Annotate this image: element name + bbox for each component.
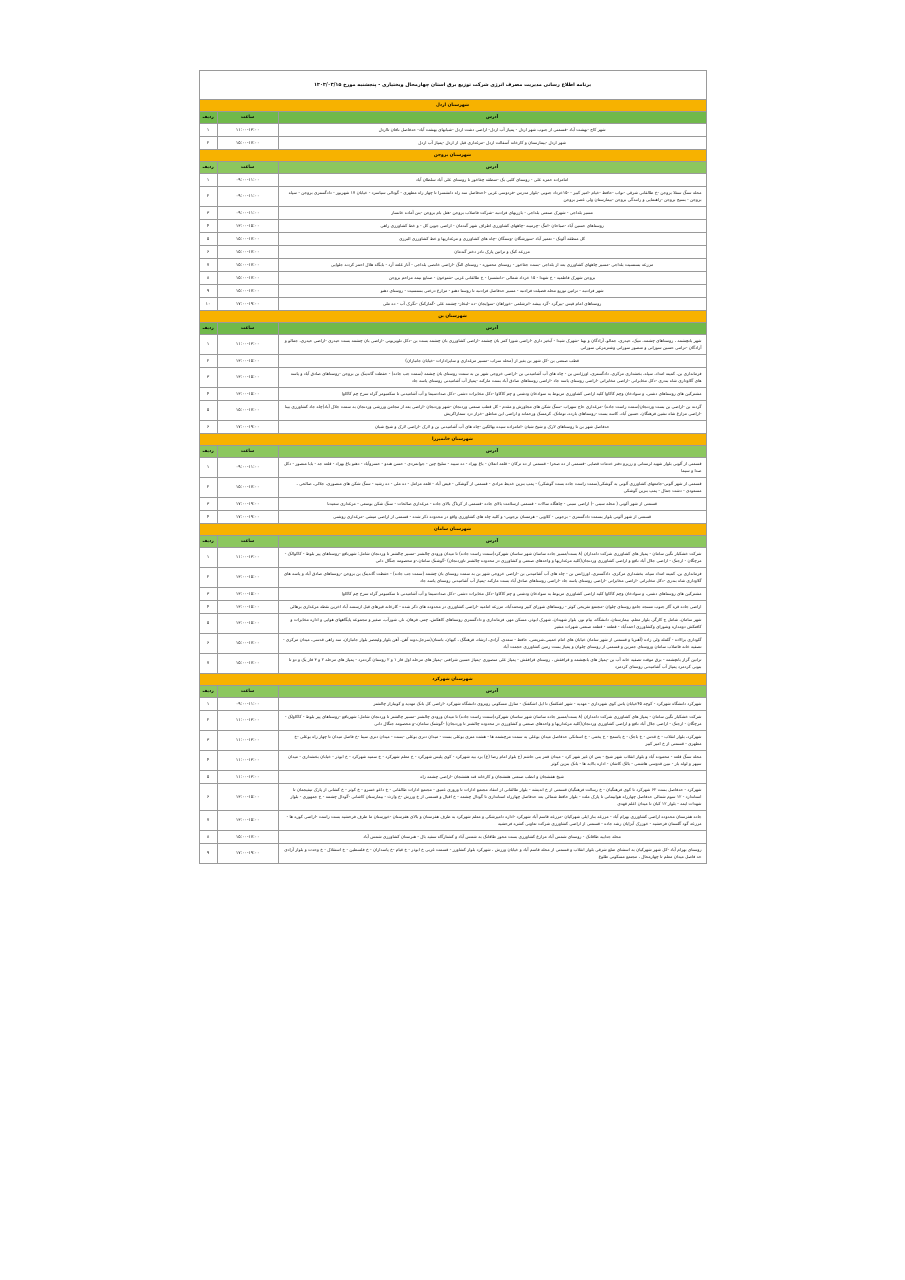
outage-time-cell: ۱۵:۰۰-۱۷:۰۰: [217, 634, 278, 654]
row-number-cell: ۹: [199, 285, 217, 298]
outage-time-cell: ۱۵:۰۰-۱۷:۰۰: [217, 285, 278, 298]
row-number-cell: ۸: [199, 831, 217, 844]
column-header-address: آدرس: [278, 112, 706, 124]
column-header-address: آدرس: [278, 536, 706, 548]
outage-address-cell: فرمانداری بن، کمیته امداد، سپاه، بخشداری مرکزی، دادگستری، اورژانس بن - چاه های آب آشامیدنی بن -اراضی خروجی شهر بن به سمت روستای بان چشمه (سمت جب جاده) - حفظت گاندینک بن بروجن -روستاهای صادق آباد و یاسه های گلاوداری شاه بندری -دکل مخابراتی -اراضی مخابراتی -اراضی روستای یاسه جاد -اراضی روستاهای صادق آباد بست مارکنه -پمپاژ آب آشامیدنی روستای یاسه جاد: [278, 368, 706, 388]
outage-time-cell: ۱۱:۰۰-۱۳:۰۰: [217, 548, 278, 568]
table-row: [199, 335, 706, 355]
outage-address-cell: قطب صنعتی بن -کل شهر بن بغیر از (محله سراب -مسیر مرغداری و سایرادارات -خیابان جانباران): [278, 355, 706, 368]
row-number-cell: ۶: [199, 634, 217, 654]
outage-time-cell: ۱۱:۰۰-۱۳:۰۰: [217, 335, 278, 355]
column-header-address: آدرس: [278, 323, 706, 335]
table-row: [199, 401, 706, 421]
county-header-band: شهرستان سامان: [199, 524, 706, 536]
table-row: [199, 634, 706, 654]
outage-time-cell: ۱۳:۰۰-۱۵:۰۰: [217, 614, 278, 634]
column-header-address: آدرس: [278, 686, 706, 698]
row-number-cell: ۷: [199, 259, 217, 272]
table-row: [199, 272, 706, 285]
county-header-band: شهرستان شهرکرد: [199, 674, 706, 686]
outage-time-cell: ۱۳:۰۰-۱۵:۰۰: [217, 601, 278, 614]
outage-time-cell: ۱۷:۰۰-۱۹:۰۰: [217, 298, 278, 311]
row-number-cell: ۲: [199, 137, 217, 150]
row-number-cell: ۱: [199, 698, 217, 711]
table-row: [199, 368, 706, 388]
table-row: [199, 601, 706, 614]
row-number-cell: ۲: [199, 355, 217, 368]
outage-address-cell: حدفاصل شهر بن تا روستاهای لارک و شیخ شبان -امامزاده سیده بهالکین -چاه های آب آشامیدنی بن و لارک -اراضی لارک و شیخ شبان: [278, 421, 706, 434]
column-header-rownum: ردیف: [199, 446, 217, 458]
outage-address-cell: بروجن شهرک فاطمیه - خ شهدا - ۱۵ خرداد شمالی -دانشسرا - خ طالقانی غربی -شتوخون - صنایع نیمه مزاحم بروجن: [278, 272, 706, 285]
table-row: [199, 187, 706, 207]
table-row: [199, 568, 706, 588]
table-row: [199, 844, 706, 864]
outage-time-cell: ۱۵:۰۰-۱۷:۰۰: [217, 137, 278, 150]
column-header-rownum: ردیف: [199, 686, 217, 698]
outage-address-cell: قسمتی از شهر آلونی بلوار بسمت دادگستری - برجوبی - کلاویی - هرمسان برجوبی- و کلیه چاه های کشاورزی واقع در محدوده ذکر شده - قسمتی از اراضی میشی -مرغداری روشنی: [278, 511, 706, 524]
outage-time-cell: ۱۳:۰۰-۱۵:۰۰: [217, 355, 278, 368]
outage-time-cell: ۱۳:۰۰-۱۵:۰۰: [217, 388, 278, 401]
row-number-cell: ۹: [199, 844, 217, 864]
table-row: [199, 298, 706, 311]
row-number-cell: ۵: [199, 233, 217, 246]
outage-address-cell: قسمتی از شهر آلونی ( محله سبنی -) اراضی سبنی - چاهگاه سالات - قسمتی ازسلامت بالای جاده -قسمتی از کرناگ بالای جاده - مرغداری صالحات - سنگ شکن بوسعی - مرغداری سعیدنا: [278, 498, 706, 511]
table-row: [199, 731, 706, 751]
row-number-cell: ۱: [199, 174, 217, 187]
outage-address-cell: روستای بهرام آباد -کل شهر شهرکیان به استثنای ضلع شرقی بلوار انقلاب و قسمتی از محله قاسم آباد و خیابان ورزش ، شهرکرد بلوار کشاورز - قسمت غربی خ ابوذر - خ قیام -خ پاسداران - خ فلسطین - خ استقلال - خ وحدت و بلوار آزادی حد فاصل میدان معلم تا چهارمحال ، مجتمع مسکونی طلوع: [278, 844, 706, 864]
outage-address-cell: شهر بانچشمه ، روستاهای چشمه، نتیک، حیدری، جمالو، آزادگان و بهنا -شهرک شیدا - آبخیز داری -اراضی شورا کمر بان چشمه -اراضی کشاورزی بان چشمه بست بن -دکل تلویزیونی -اراضی بان چشمه بست حیدری -اراضی حیدری، جمالو و آزادگان -تراتنی حسین سورانی و منصور سورانی وشترمرغی سورانی: [278, 335, 706, 355]
outage-time-cell: ۱۷:۰۰-۱۹:۰۰: [217, 511, 278, 524]
table-row: [199, 698, 706, 711]
table-row: [199, 478, 706, 498]
row-number-cell: ۴: [199, 388, 217, 401]
table-row: [199, 588, 706, 601]
row-number-cell: ۶: [199, 784, 217, 811]
column-header-time: ساعت: [217, 446, 278, 458]
table-row: [199, 831, 706, 844]
row-number-cell: ۳: [199, 731, 217, 751]
row-number-cell: ۵: [199, 614, 217, 634]
table-row: [199, 259, 706, 272]
outage-address-cell: مسیر بلداجی - شهرک صنعتی بلداجی - بازریهای فرادنبه -شرکت فاضلاب بروجن -هتل بام بروجن -بتن آماده خانسار: [278, 207, 706, 220]
outage-address-cell: شهر اردل -بیمارستان و کارخانه آسفالت اردل -مرغداری قبل از اردل -پمپاژ آب اردل: [278, 137, 706, 150]
row-number-cell: ۳: [199, 498, 217, 511]
row-number-cell: ۴: [199, 220, 217, 233]
row-number-cell: ۱: [199, 458, 217, 478]
outage-address-cell: اراضی جاده قره گاز جنوب مسجد جامع روستای چلوان -مجتمع تفریحی کوثر - روستاهای شورای کبیر ومحمدآباد، مزرعه امامیه -اراضی کشاورزی در محدوده های ذکر شده - کارخانه قیرهای قبل ازسمند آباد اخرین نقطه مرغداری برهالی: [278, 601, 706, 614]
row-number-cell: ۵: [199, 401, 217, 421]
column-header-address: آدرس: [278, 162, 706, 174]
row-number-cell: ۶: [199, 246, 217, 259]
row-number-cell: ۱: [199, 124, 217, 137]
outage-address-cell: روستاهای امام قیس -بیرگرد -گرد بیشه -اترشلمی -خوراهان -سوایجان -ده -لبخاز- چشمه علی -گمارکنک -نگرک آب - ده ملی: [278, 298, 706, 311]
column-header-time: ساعت: [217, 323, 278, 335]
row-number-cell: ۳: [199, 368, 217, 388]
outage-address-cell: شهرکرد - حدفاصل بست ۶۲ شهرکرد تا کوی فرهنگیان - خ رسالت فرهنگیان قسمتی از خ اندیشه - بلوار طالقانی از انتقاد مجتمع ادارات تا وروزی عمیق - مجتمع ادارات طالقانی - خ داعو خسرو - خ کوثر - خ کشانی از پارک تیفیجمان تا استاندارد - ۱۲ سوم شمالی حدفاصل چهارراه هوابیمانی تا پارک ملت - بلوار حافظ شمالی بعد حدفاصل چهارراه استانداری تا گودال چشمه - خ اقبال و قسمتی از خ ورزش -خ وارث - بیمارستان کاشانی -گودال چشمه - خ جمهوری - بلوار شهدات ایمه - بلوار ۱۲ کبان تا میدان اعلم قهدی: [278, 784, 706, 811]
outage-time-cell: ۱۳:۰۰-۱۵:۰۰: [217, 588, 278, 601]
outage-time-cell: ۱۵:۰۰-۱۷:۰۰: [217, 654, 278, 674]
outage-address-cell: مزرعه کبک و تراتین پارک نادر دختر گندمان: [278, 246, 706, 259]
row-number-cell: ۲: [199, 568, 217, 588]
outage-address-cell: شرکت خشکبار نگین سامان - پمپاژ های کشاورزی شرکت دامداران (۸ بست/مسیر جاده ساسان شهر ساسان شهرکرد(سمت راست جاده) تا میدان ورودی چالشتر -مسیر چالشتر تا وردنجان شامل: شهرنافع -روستاهای پیر بلوط - کاکاولک - مرچگان - ارجنک - اراضی جلال آباد نافع و اراضی کشاورزی وردنجان(کلیه مرغداریها و واحدهای صنعتی و کشاورزی در محدوده چالشتر تا وردنجان) -گوشنک سامان،-و محصومه جنگال دانی: [278, 711, 706, 731]
table-row: [199, 811, 706, 831]
column-header-rownum: ردیف: [199, 162, 217, 174]
document-title: برنامه اطلاع رسانی مدیریت مصرف انرژی شرکت توزیع برق استان چهارمحال وبختیاری - پنجشنبه مورخ ۱۴۰۴/۰۳/۱۵: [199, 71, 706, 100]
table-row: [199, 711, 706, 731]
outage-time-cell: ۱۷:۰۰-۱۹:۰۰: [217, 498, 278, 511]
outage-time-cell: ۱۵:۰۰-۱۷:۰۰: [217, 831, 278, 844]
table-row: [199, 614, 706, 634]
outage-address-cell: مشترکین های روستاهای دشتی، و سوادخان وچم کاکاوا کلیه اراضی کشاورزی مربوط به سوادخان ودشتی و چم کاکاوا -دکل مخابرات دشتی -دکل صدادسیما و آب آشامیدنی تا سکمبومر گراه سرخ چم کاکاوا: [278, 588, 706, 601]
outage-address-cell: شهر سامان، شامل ج کارگر، بلوار معلم، بیمارستان، دانشگاه، بیام نور، بلوار شهیدان، شهرک ابوذر، مسکن مهر، فرمانداری و دادگستری روستاهای کاهکش، چمر، فرهان، نار، شورآب، صغیر و مجموعه پایگاههای هوایی و اداره مخابرات و کافتکش دومداره وشورای وکشاورزی احمدآباد - قطعه - قطعه صنعتی شهرات منفیر: [278, 614, 706, 634]
outage-time-cell: ۱۳:۰۰-۱۵:۰۰: [217, 368, 278, 388]
column-header-rownum: ردیف: [199, 112, 217, 124]
outage-time-cell: ۱۱:۰۰-۱۳:۰۰: [217, 711, 278, 731]
row-number-cell: ۱۰: [199, 298, 217, 311]
outage-time-cell: ۱۵:۰۰-۱۷:۰۰: [217, 272, 278, 285]
outage-address-cell: مزرعه بستسیت بلداجی -مسیر چاههای کشاورزی بعد از بلداجی -بست جغاخور - روستای محموره - روستای النگ -اراضی خانصی بلداجی - آثار غلعه آرد - بابگاه هلال احمر کردند جلوایی: [278, 259, 706, 272]
row-number-cell: ۴: [199, 511, 217, 524]
outage-time-cell: ۱۳:۰۰-۱۵:۰۰: [217, 220, 278, 233]
row-number-cell: ۱: [199, 548, 217, 568]
outage-address-cell: محله جدابیه طاقانک - روستای شمس آباد مزارع کشاورزی بست محور طاقانک به شمس آباد و کشتارگاه سفید بال - هنرستان کشاورزی شمس آباد: [278, 831, 706, 844]
row-number-cell: ۸: [199, 272, 217, 285]
table-row: [199, 751, 706, 771]
table-row: [199, 458, 706, 478]
county-header-band: شهرستان اردل: [199, 100, 706, 112]
table-row: [199, 137, 706, 150]
outage-time-cell: ۱۱:۰۰-۱۳:۰۰: [217, 124, 278, 137]
row-number-cell: ۵: [199, 771, 217, 784]
outage-address-cell: محله سنگ سفلا بروجن -خ طالقانی شرقی -نواب -حافظ -خیام -امیر کبیر - -۱۵خرداد جنوبی -بلوار مدرس -فردوسی غربی -احدفاصل سه راه دانشسرا تا چهار راه مطهری - گودالی سیاسرد - خیابان ۱۷ شهریور - دادگستری بروجن - سپاه بروجن - بسیج بروجن -راهنمایی و رانندگی بروجن -بیمارستان ولی عصر بروجن: [278, 187, 706, 207]
table-row: [199, 421, 706, 434]
outage-time-cell: ۱۷:۰۰-۱۹:۰۰: [217, 421, 278, 434]
row-number-cell: ۲: [199, 478, 217, 498]
county-header-band: شهرستان خانمیرزا: [199, 434, 706, 446]
row-number-cell: ۶: [199, 421, 217, 434]
outage-schedule-table: [199, 70, 707, 864]
column-header-time: ساعت: [217, 112, 278, 124]
table-row: [199, 285, 706, 298]
row-number-cell: ۷: [199, 654, 217, 674]
outage-address-cell: شرکت خشکبار نگین سامان - پمپاژ های کشاورزی شرکت دامداران (۸ بست/مسیر جاده ساسان شهر ساسان شهرکرد(سمت راست جاده) تا میدان ورودی چالشتر -مسیر چالشتر تا وردنجان شامل: شهرنافع -روستاهای پیر بلوط - کاکوالک - مرچگان - ارجنک - اراضی جلال آباد نافع و اراضی کشاورزی وردنجان(کلیه مرغداریها و واحدهای صنعتی و کشاورزی در محدوده چالشتر تاوردنجان) -گوشنک سامان،-و محصومه جنگال دانی: [278, 548, 706, 568]
row-number-cell: ۴: [199, 601, 217, 614]
outage-address-cell: شهرکرد دانشگاه شهرکرد - کوچه ۴۵خیابان یاس کوی شهرداری - مهدیه - شهر اشکفتک تا ایل اشکفتک - منازل مسکونی روبروی دانشگاه شهرکرد -اراضی کل بانک مهدیه و کویبازار چالشتر: [278, 698, 706, 711]
outage-time-cell: ۱۱:۰۰-۱۳:۰۰: [217, 731, 278, 751]
table-row: [199, 654, 706, 674]
row-number-cell: ۲: [199, 711, 217, 731]
outage-time-cell: ۰۹:۰۰-۱۱:۰۰: [217, 458, 278, 478]
outage-address-cell: امامزاده حمزه علی - روستای کلبی بک -منطقه چغاخور تا روستای علی آباد سلطان آباد: [278, 174, 706, 187]
outage-address-cell: محله سنگ قلعه - محموده آباد و بلوار انقلاب شهر شیخ - بس ان غیر شهر کرد - میدان قمر بنی حاشم (خ بلوار امام رضا (ع) برد بیه شهرکرد - کوی پلیس شهرکرد - خ معلم شهرکرد - خ سمیه شهرکرد - خ ابوذر - خیابان بخشداری - میدان سپهر و لوله باز - نبین قدوسی هاشمی - بالک کاشان - اداره بالابه ها - بانک بنزین کوثر: [278, 751, 706, 771]
outage-address-cell: کل منطقه آلونک - تعمیر آباد -سورشگان -وسنگان -چاه های کشاورزی و مرغداریها و خط کشاورزی البرزی: [278, 233, 706, 246]
outage-address-cell: شهرکرد، بلوار انقلاب - خ قدس - خ باجک - خ یاسمج - خ یخمی - خ استانکی حدفاصل میدان بوعلی به سمت مرچشمه ها - هشت متری بوعلی بست - میدان دنری بوعلی -بست - میدان دنری سینا -خ فاصل میدان تا چهار راه بوعلی -خ مطهری - قسمتی از خ امیر کبیر: [278, 731, 706, 751]
outage-address-cell: شهر کاج -بهشت آباد -قسمتی از جنوب شهر اردل - پمپاژ آب اردل- اراضی دشت اردل -شبانهای بهشت آباد- حدفاصل نافان تااردل: [278, 124, 706, 137]
outage-address-cell: روستاهای حسین آباد -صباحان -اتنگ -چرمینه -چاههای کشاورزی اطراف شهر گندمان - اراضی جوین کل - و خط کشاورزی راهی: [278, 220, 706, 233]
outage-address-cell: گلوداری برالاده - گلمله ولی زاده (آهنربا و قسمتی از شهر سامان خیابان های امام خمینی،شریعتی، حافظ - سعدی، آزادی، ارشاد، فرهنگک ، کیهان، باستان(سرجل،دونه آهن، آهن بلوار ولیعصر بلوار جانبازان، سه راهی قدسی، میدان مرکزی - تصفیه خانه فاضلاب سامان وروستای جمرین و قسمتی از روستای چلوان و پمپاژ بست زمین کشاورزی حجمت آباد: [278, 634, 706, 654]
outage-address-cell: شهر فرادنبه - تراتین توزیع محله فضیلت فرادنبه - مسیر حدفاصل فرادنبه تا روستا دهنو - مزارع درختی بستسیت - روستای دهنو: [278, 285, 706, 298]
outage-time-cell: ۱۱:۰۰-۱۳:۰۰: [217, 751, 278, 771]
outage-time-cell: ۱۳:۰۰-۱۵:۰۰: [217, 784, 278, 811]
outage-time-cell: ۰۹:۰۰-۱۱:۰۰: [217, 207, 278, 220]
row-number-cell: ۳: [199, 207, 217, 220]
table-row: [199, 498, 706, 511]
table-row: [199, 388, 706, 401]
table-row: [199, 246, 706, 259]
outage-time-cell: ۱۵:۰۰-۱۷:۰۰: [217, 478, 278, 498]
outage-time-cell: ۱۵:۰۰-۱۷:۰۰: [217, 259, 278, 272]
outage-time-cell: ۰۹:۰۰-۱۱:۰۰: [217, 174, 278, 187]
column-header-rownum: ردیف: [199, 536, 217, 548]
table-row: [199, 233, 706, 246]
row-number-cell: ۷: [199, 811, 217, 831]
row-number-cell: ۴: [199, 751, 217, 771]
outage-time-cell: ۰۹:۰۰-۱۱:۰۰: [217, 698, 278, 711]
outage-address-cell: مشترکین های روستاهای دشتی، و سوادخان وچم کاکاوا کلیه اراضی کشاورزی مربوط به سوادخان ودشتی و چم کاکاوا -دکل مخابرات دشتی -دکل صدادسیما و آب آشامیدنی تا سکمبومر گراه سرخ چم کاکاوا: [278, 388, 706, 401]
table-row: [199, 548, 706, 568]
table-row: [199, 207, 706, 220]
table-row: [199, 355, 706, 368]
outage-time-cell: ۱۵:۰۰-۱۷:۰۰: [217, 401, 278, 421]
column-header-time: ساعت: [217, 536, 278, 548]
county-header-band: شهرستان بن: [199, 311, 706, 323]
county-header-band: شهرستان بروجن: [199, 150, 706, 162]
outage-address-cell: شیخ هفشجان و انطب صنعتی هفشجان و کارخانه قند هفشجان -اراضی چشمه زاه: [278, 771, 706, 784]
outage-address-cell: گردنه بن -اراضی بن بست وردنجان(سمت راست جاده) -مرغداری حاج سهراب -سنگ شکن های مجاورش و مقدم - کل قطب صنعتی وردنجان -شهر وردنجان -اراضی بعد از مجامن ورزشی وردنجان به سمت جلال آباد(چاه جاد کشاورزی بینا -اراضی مزارع شاه نشین فرهنگان، حسین آباد، کاسه بست -روستاهای بارده، توماتک، کرمسک ورحمانه و اراضی این مناطق -خزاز درد سماراکریش: [278, 401, 706, 421]
table-row: [199, 784, 706, 811]
outage-time-cell: ۱۵:۰۰-۱۷:۰۰: [217, 246, 278, 259]
table-row: [199, 771, 706, 784]
outage-address-cell: تراتین گراز بانچشمه - برق موقت تصفیه خانه آب بن -پمپاژ های بانچشمه و قرافقش ، روستای قرافقش - پمپاژ علی منصوری -پمپاژ حسین شرافتی -پمپاژ های مرحله اول فاز ۱ و ۲ روستان گردمرد - پمپاژ های مرحله ۲ و ۳ فاز یک و دو تا بتونی کردمرد پمپاژ آب آشامیدنی روستای کردمرد: [278, 654, 706, 674]
table-row: [199, 124, 706, 137]
column-header-rownum: ردیف: [199, 323, 217, 335]
row-number-cell: ۱: [199, 335, 217, 355]
outage-address-cell: قسمتی از شهر آلونی-جامعهای کشاورزی آلونی به گوشکی(سمت راست جاده بست گوشکی) - پمپ بنزین خدیظ مرادی - قسمتی از گوشکی - فیض آباد - قلعه مزامل - ده ملی - ده رشید - سنگ شکن های منصوری، جلالی، صالحی ، مسعودی - دشت جمال - پمپ بنزین گوشکی: [278, 478, 706, 498]
table-row: [199, 220, 706, 233]
row-number-cell: ۳: [199, 588, 217, 601]
outage-time-cell: ۱۷:۰۰-۱۹:۰۰: [217, 844, 278, 864]
table-row: [199, 174, 706, 187]
outage-time-cell: ۱۵:۰۰-۱۷:۰۰: [217, 233, 278, 246]
outage-address-cell: قسمتی از آلونی بلوار شهید لرستانی و رزیرو دفتر خدمات قضایی -قسمتی از ده صحرا - قسمتی از ده ترکان - قلعه انعلان - باغ بهزاد - ده سیبه - سلیخ چین - جوانمردی - حسن هندو - حسروآباد - دهنو باغ بهزاد - قلعه جه - بابا منصور - دکل صدا و سیما: [278, 458, 706, 478]
outage-time-cell: ۱۳:۰۰-۱۵:۰۰: [217, 811, 278, 831]
outage-time-cell: ۰۹:۰۰-۱۱:۰۰: [217, 187, 278, 207]
outage-time-cell: ۱۱:۰۰-۱۳:۰۰: [217, 771, 278, 784]
table-row: [199, 511, 706, 524]
outage-address-cell: فرمانداری بن، کمیته امداد سپاه، بخشداری مرکزی، دادگستری، اورژانس بن - چاه های آب آشامیدنی بن -اراضی خروجی شهر بن به سمت روستای بان چشمه (سمت جب جاده) - حفظت گاندینک بن بروجن -روستاهای صادق آباد و یاسه های گلاوداری شاه بندری -دکل مخابراتی -اراضی مخابراتی -اراضی روستای یاسه جاد -اراضی روستاهای صادق آباد بست مارکنه -پمپاژ آب آشامیدنی روستای یاسه جاد: [278, 568, 706, 588]
column-header-time: ساعت: [217, 162, 278, 174]
outage-time-cell: ۱۳:۰۰-۱۵:۰۰: [217, 568, 278, 588]
column-header-time: ساعت: [217, 686, 278, 698]
outage-address-cell: جاده هفزستان محدوده اراضی کشاورزی بهرام آباد - مزرعه بناز ایلی شهرکیان -مزرعه قاسم آباد شهرکرد -اداره دامپزشکی و معلم شهرکرد به طرف هفزستان و بالای هفزستان -خوزستان ما طرف فرحشیه بست راست -اراضی کوره ها - مزرعه گود گلستان فرحشیه - خوزرک آبزایان رشد جاده - قسمتی از اراضی کشاورزی شرکت تعاونی کشره فرحشیه: [278, 811, 706, 831]
column-header-address: آدرس: [278, 446, 706, 458]
row-number-cell: ۲: [199, 187, 217, 207]
